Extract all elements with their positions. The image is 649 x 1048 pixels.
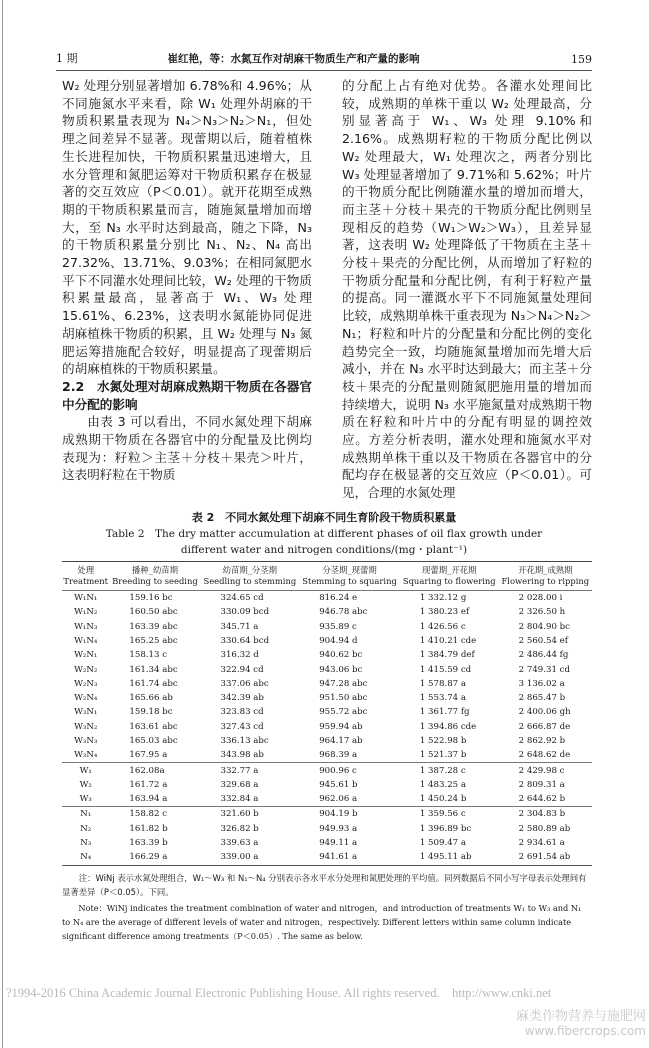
value-cell: 3 136.02 a <box>518 678 565 689</box>
value-cell: 2 400.06 gh <box>518 707 571 718</box>
value-cell: 161.82 b <box>129 823 168 834</box>
value-cell: 904.19 b <box>299 807 400 822</box>
value-cell: 322.94 cd <box>220 664 264 675</box>
treatment-cell: N₂ <box>80 823 92 834</box>
treatment-cell: W₂ <box>79 779 92 790</box>
value-cell: 165.25 abc <box>129 635 178 646</box>
table-row <box>62 619 592 633</box>
value-cell: 343.98 ab <box>220 750 264 761</box>
table-caption-en-2: different water and nitrogen conditions/(mg・plant⁻¹) <box>180 543 468 556</box>
treatment-cell: W₂N₂ <box>74 664 98 675</box>
value-cell: 158.82 c <box>109 807 200 822</box>
column-header-cn: 现蕾期_开花期 <box>422 564 477 575</box>
value-cell: 1 361.77 fg <box>419 707 470 718</box>
column-header-en: Treatment <box>63 575 108 586</box>
treatment-cell: W₃N₁ <box>74 707 98 718</box>
value-cell: 159.18 bc <box>129 707 173 718</box>
running-title: 崔红艳，等：水氮互作对胡麻干物质生产和产量的影响 <box>167 53 420 65</box>
column-header-cn: 播种_幼苗期 <box>131 564 178 575</box>
value-cell: 158.13 c <box>129 650 168 661</box>
data-table <box>62 561 592 866</box>
value-cell: 1 387.28 c <box>400 763 499 778</box>
value-cell: 904.94 d <box>319 635 358 646</box>
page-edge <box>2 0 3 1048</box>
value-cell: 166.29 a <box>109 850 200 865</box>
paragraph: 的分配上占有绝对优势。各灌水处理间比较，成熟期的单株干重以 W₂ 处理最高，分别显著高于 W₁、W₃ 处理 9.10%和 2.16%。成熟期籽粒的干物质分配比例以 W₂ 处理最大，W₁ 处理次之，两者分别比 W₃ 处理显著增加了 9.71%和 5.62%；叶片的干物质分配比例随灌水量的增加而增大，而主茎＋分枝＋果壳的干物质分配比例则呈现相反的趋势（W₁＞W₂＞W₃），且差异显著，这表明 W₂ 处理降低了干物质在主茎＋分枝＋果壳的分配比例，从而增加了籽粒的干物质分配量和分配比例，有利于籽粒产量的提高。同一灌溉水平下不同施氮量处理间比较，成熟期单株干重表现为 N₃＞N₄＞N₂＞N₁；籽粒和叶片的分配量和分配比例的变化趋势完全一致，均随施氮量增加而先增大后减小，并在 N₃ 水平时达到最大；而主茎＋分枝＋果壳的分配量则随氮肥施用量的增加而持续增大，说明 N₃ 水平施氮量对成熟期干物质在籽粒和叶片中的分配有明显的调控效应。方差分析表明，灌水处理和施氮水平对成熟期单株干重以及干物质在各器官中的分配均存在极显著的交互效应（P＜0.01）。可见，合理的水氮处理 <box>342 78 592 501</box>
table-row <box>62 734 592 748</box>
value-cell: 946.78 abc <box>319 607 368 618</box>
value-cell: 959.94 ab <box>319 721 363 732</box>
value-cell: 941.61 a <box>299 850 400 865</box>
table-row <box>62 807 592 822</box>
table-row <box>62 705 592 719</box>
value-cell: 1 522.98 b <box>419 735 467 746</box>
value-cell: 949.93 a <box>319 823 358 834</box>
table-row <box>62 720 592 734</box>
value-cell: 2 749.31 cd <box>518 664 570 675</box>
value-cell: 1 396.89 bc <box>419 823 472 834</box>
footer <box>6 983 646 1038</box>
value-cell: 163.39 abc <box>129 621 178 632</box>
value-cell: 1 521.37 b <box>419 750 467 761</box>
value-cell: 900.96 c <box>299 763 400 778</box>
value-cell: 2 862.92 b <box>518 735 566 746</box>
value-cell: 1 578.87 a <box>419 678 466 689</box>
value-cell: 163.39 b <box>129 838 168 849</box>
value-cell: 1 450.24 b <box>419 794 467 805</box>
value-cell: 165.66 ab <box>129 693 173 704</box>
value-cell: 2 809.31 a <box>518 779 565 790</box>
column-header-cn: 开花期_成熟期 <box>518 564 573 575</box>
treatment-cell: W₁N₁ <box>74 593 98 604</box>
value-cell: 339.00 a <box>200 850 299 865</box>
section-heading: 2.2 水氮处理对胡麻成熟期干物质在各器官中分配的影响 <box>62 378 312 412</box>
treatment-cell: W₃N₃ <box>74 735 98 746</box>
column-header-en: Flowering to ripping <box>501 575 590 586</box>
value-cell: 161.72 a <box>129 779 168 790</box>
treatment-cell: N₁ <box>62 807 109 822</box>
value-cell: 163.61 abc <box>129 721 178 732</box>
value-cell: 2 486.44 fg <box>518 650 569 661</box>
value-cell: 330.09 bcd <box>220 607 270 618</box>
value-cell: 161.74 abc <box>129 678 178 689</box>
watermark-text: 麻类作物营养与施肥网 <box>515 1008 646 1024</box>
value-cell: 947.28 abc <box>319 678 368 689</box>
running-header <box>56 50 592 71</box>
treatment-cell: W₃N₂ <box>74 721 98 732</box>
paragraph: W₂ 处理分别显著增加 6.78%和 4.96%；从不同施氮水平来看，除 W₁ 处理外胡麻的干物质积累量表现为 N₄＞N₃＞N₂＞N₁，但处理之间差异不显著。现蕾期以后，随着植株生长进程加快，干物质积累量迅速增大，且水分管理和氮肥运筹对干物质积累存在极显著的交互效应（P＜0.01）。就开花期至成熟期的干物质积累量而言，随施氮量增加而增大，至 N₃ 水平时达到最高，随之下降，N₃ 的干物质积累量分别比 N₁、N₂、N₄ 高出 27.32%、13.71%、9.03%；在相同氮肥水平下不同灌水处理间比较，W₂ 处理的干物质积累量最高，显著高于 W₁、W₃ 处理 15.61%、6.23%，这表明水氮能协同促进胡麻植株干物质的积累，且 W₂ 处理与 N₃ 氮肥运筹措施配合较好，明显提高了现蕾期后的胡麻植株的干物质积累量。 <box>62 78 312 377</box>
table-row <box>62 836 592 850</box>
treatment-cell: N₄ <box>62 850 109 865</box>
table-row <box>62 850 592 865</box>
table-row <box>62 634 592 648</box>
table-note-cn: 注：WiNj 表示水氮处理组合，W₁～W₃ 和 N₁～N₄ 分别表示各水平水分处理和氮肥处理的平均值。同列数据后不同小写字母表示处理间有显著差异（P＜0.05）。下同。 <box>62 872 587 897</box>
value-cell: 1 332.12 g <box>419 593 467 604</box>
copyright-footer: ?1994-2016 China Academic Journal Electronic Publishing House. All rights reserved. http://www.cnki.net <box>6 985 552 1000</box>
value-cell: 940.62 bc <box>319 650 363 661</box>
value-cell: 342.39 ab <box>220 693 264 704</box>
value-cell: 330.64 bcd <box>220 635 270 646</box>
value-cell: 1 553.74 a <box>419 693 466 704</box>
body-columns <box>56 77 592 502</box>
treatment-cell: W₁N₃ <box>74 621 98 632</box>
treatment-cell: W₁N₂ <box>74 607 98 618</box>
treatment-cell: W₁ <box>62 763 109 778</box>
value-cell: 337.06 abc <box>220 678 269 689</box>
table-row <box>62 648 592 662</box>
table-row <box>62 778 592 792</box>
paragraph: 由表 3 可以看出，不同水氮处理下胡麻成熟期干物质在各器官中的分配量及比例均表现为：籽粒＞主茎＋分枝＋果壳＞叶片，这表明籽粒在干物质 <box>62 414 312 483</box>
value-cell: 323.83 cd <box>220 707 264 718</box>
value-cell: 162.08a <box>109 763 200 778</box>
value-cell: 345.71 a <box>220 621 259 632</box>
value-cell: 1 394.86 cde <box>419 721 477 732</box>
column-header-en: Stemming to squaring <box>302 575 397 586</box>
value-cell: 1 509.47 a <box>419 838 466 849</box>
value-cell: 163.94 a <box>129 794 168 805</box>
table-note-en: Note：WiNj indicates the treatment combination of water and nitrogen，and introduction of treatments W₁ to W₃ and N₁ to N₄ are the average of different levels of water and nitrogen，respectively. Different letters within same column indicate significant difference among treatments（P＜0.05）. The same as below. <box>62 902 582 941</box>
watermark <box>516 1005 646 1038</box>
value-cell: 167.95 a <box>129 750 168 761</box>
table-header-row <box>62 561 592 590</box>
value-cell: 339.63 a <box>220 838 259 849</box>
column-header-cn: 处理 <box>77 564 95 575</box>
value-cell: 2 648.62 de <box>518 750 571 761</box>
value-cell: 2 326.50 h <box>518 607 566 618</box>
column-header <box>200 561 299 590</box>
value-cell: 2 691.54 ab <box>499 850 592 865</box>
treatment-cell: W₂N₄ <box>74 693 98 704</box>
value-cell: 1 495.11 ab <box>400 850 499 865</box>
column-header-cn: 幼苗期_分茎期 <box>222 564 278 575</box>
table-row <box>62 605 592 619</box>
table-row <box>62 822 592 836</box>
value-cell: 2 666.87 de <box>518 721 571 732</box>
value-cell: 964.17 ab <box>319 735 363 746</box>
value-cell: 1 384.79 def <box>419 650 475 661</box>
value-cell: 160.50 abc <box>129 607 178 618</box>
value-cell: 951.50 abc <box>319 693 368 704</box>
value-cell: 324.65 cd <box>220 593 264 604</box>
issue-label: 1 期 <box>56 52 78 65</box>
value-cell: 165.03 abc <box>129 735 178 746</box>
table-row <box>62 677 592 691</box>
treatment-cell: N₃ <box>80 838 92 849</box>
treatment-cell: W₂N₁ <box>74 650 98 661</box>
right-column <box>342 77 592 502</box>
value-cell: 2 429.98 c <box>499 763 592 778</box>
value-cell: 2 304.83 b <box>499 807 592 822</box>
treatment-cell: W₂N₃ <box>74 678 98 689</box>
page-number: 159 <box>571 53 592 66</box>
value-cell: 955.72 abc <box>319 707 368 718</box>
table-row <box>62 590 592 605</box>
value-cell: 935.89 c <box>319 621 357 632</box>
value-cell: 1 359.56 c <box>400 807 499 822</box>
table-row <box>62 792 592 807</box>
left-column <box>62 77 312 502</box>
column-header-en: Breeding to seeding <box>112 575 198 586</box>
value-cell: 316.32 d <box>220 650 259 661</box>
value-cell: 336.13 abc <box>220 735 269 746</box>
column-header <box>109 561 200 590</box>
table-caption-cn: 表 2 不同水氮处理下胡麻不同生育阶段干物质积累量 <box>191 510 457 524</box>
value-cell: 1 426.56 c <box>419 621 466 632</box>
value-cell: 332.84 a <box>220 794 259 805</box>
table-row <box>62 763 592 778</box>
value-cell: 962.06 a <box>319 794 358 805</box>
column-header-en: Seedling to stemming <box>203 575 297 586</box>
value-cell: 1 380.23 ef <box>419 607 470 618</box>
table-body <box>62 590 592 865</box>
value-cell: 321.60 b <box>200 807 299 822</box>
value-cell: 816.24 e <box>319 593 358 604</box>
table-caption-en: Table 2 The dry matter accumulation at different phases of oil flax growth under <box>105 527 543 540</box>
value-cell: 2 804.90 bc <box>518 621 570 632</box>
treatment-cell: W₃ <box>79 794 92 805</box>
value-cell: 2 644.62 b <box>518 794 566 805</box>
value-cell: 326.82 b <box>220 823 259 834</box>
value-cell: 2 580.89 ab <box>518 823 571 834</box>
value-cell: 949.11 a <box>319 838 358 849</box>
column-header <box>499 561 592 590</box>
table-row <box>62 662 592 676</box>
value-cell: 945.61 b <box>319 779 358 790</box>
value-cell: 1 415.59 cd <box>419 664 472 675</box>
column-header <box>62 561 109 590</box>
value-cell: 327.43 cd <box>220 721 264 732</box>
value-cell: 332.77 a <box>200 763 299 778</box>
watermark-url: www.fibercrops.com <box>524 1023 646 1038</box>
value-cell: 329.68 a <box>220 779 259 790</box>
column-header <box>400 561 499 590</box>
column-header-en: Squaring to flowering <box>402 575 496 586</box>
value-cell: 2 865.47 b <box>518 693 566 704</box>
value-cell: 968.39 a <box>319 750 358 761</box>
value-cell: 2 028.00 i <box>518 593 563 604</box>
value-cell: 159.16 bc <box>129 593 173 604</box>
value-cell: 1 410.21 cde <box>419 635 477 646</box>
table-row <box>62 691 592 705</box>
value-cell: 161.34 abc <box>129 664 178 675</box>
value-cell: 2 560.54 ef <box>518 635 568 646</box>
treatment-cell: W₃N₄ <box>74 750 98 761</box>
table-row <box>62 748 592 763</box>
treatment-cell: W₁N₄ <box>74 635 98 646</box>
column-header-cn: 分茎期_现蕾期 <box>322 564 377 575</box>
column-header <box>299 561 400 590</box>
value-cell: 943.06 bc <box>319 664 363 675</box>
value-cell: 2 934.61 a <box>518 838 565 849</box>
value-cell: 1 483.25 a <box>419 779 466 790</box>
